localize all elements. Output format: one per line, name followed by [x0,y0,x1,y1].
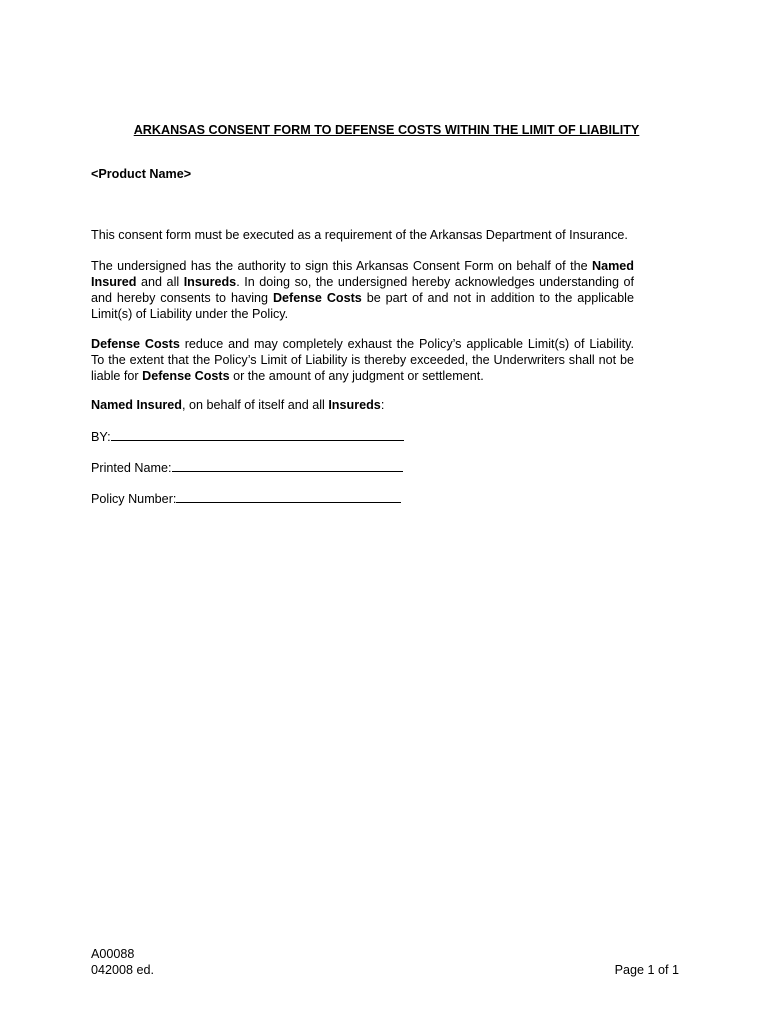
printed-name-row [91,459,403,476]
defense-text-1: reduce and may completely exhaust the Policy’s applicable Limit(s) of Liability. To the extent that the Policy’s Limit of Liability is thereby exceeded, the Underwriters shall not be liable for [91,337,634,383]
printed-name-field[interactable] [172,459,403,472]
defense-costs-term: Defense Costs [272,291,362,305]
defense-costs-term: Defense Costs [142,369,230,383]
authority-text-1: The undersigned has the authority to sign this Arkansas Consent Form on behalf of the [91,259,592,273]
by-label: BY: [91,430,111,444]
edition-date: 042008 ed. [91,963,155,977]
policy-number-field[interactable] [176,490,401,503]
defense-costs-term: Defense Costs [91,337,180,351]
product-name: <Product Name> [91,167,192,181]
by-signature-row [91,428,404,445]
printed-name-label: Printed Name: [91,461,172,475]
page-title: ARKANSAS CONSENT FORM TO DEFENSE COSTS WITHIN THE LIMIT OF LIABILITY [133,123,640,137]
authority-text-3: . In doing so, the undersigned hereby acknowledges understanding of and hereby consents to having [91,275,634,305]
named-insured-term: Named Insured [91,398,182,412]
defense-text-2: or the amount of any judgment or settlement. [229,369,484,383]
defense-costs-paragraph [91,336,634,384]
named-line-text-1: , on behalf of itself and all [181,398,329,412]
policy-number-label: Policy Number: [91,492,177,506]
by-signature-field[interactable] [111,428,404,441]
form-footer [91,946,154,978]
intro-paragraph: This consent form must be executed as a requirement of the Arkansas Department of Insurance. [91,228,628,242]
named-insured-term: Named Insured [91,259,634,289]
insureds-term: Insureds [183,275,237,289]
form-number: A00088 [91,947,135,961]
authority-text-4: be part of and not in addition to the applicable Limit(s) of Liability under the Policy. [91,291,634,321]
insureds-term: Insureds [328,398,381,412]
authority-text-2: and all [136,275,184,289]
named-line-text-2: : [380,398,385,412]
page-number: Page 1 of 1 [614,963,679,977]
authority-paragraph [91,258,634,322]
policy-number-row [91,490,401,507]
named-insured-line [91,397,634,413]
